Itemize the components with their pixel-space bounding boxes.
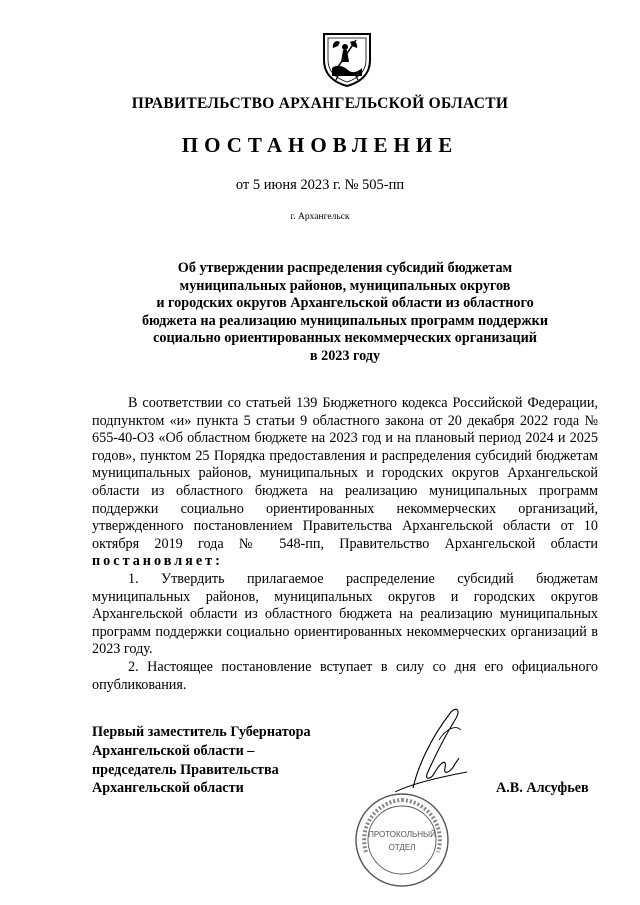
preamble-text: В соответствии со статьей 139 Бюджетного кодекса Российской Федерации, подпунктом «и» пункта 5 статьи 9 областного закона от 20 декабря 2022 года № 655-40-ОЗ «Об областном бюджете на 2023 год и на плановый период 2024 и 2025 годов», пунктом 25 Порядка предоставления и распределения субсидий бюджетам муниципальных районов, муниципальных и городских округов Архангельской области из областного бюджета на реализацию муниципальных программ поддержки социально ориентированных некоммерческих организаций, утвержденного постановлением Правительства Архангельской области от 10 октября 2019 года № 548-пп, Правительство Архангельской области (92, 395, 598, 552)
document-type: ПОСТАНОВЛЕНИЕ (181, 133, 459, 157)
document-body (92, 395, 598, 694)
preamble-paragraph (92, 395, 598, 571)
item-number: 1. (128, 570, 139, 587)
coat-of-arms-icon (318, 30, 376, 88)
title-line: Об утверждении распределения субсидий бюджетам (177, 260, 513, 276)
position-line: Архангельской области (92, 780, 244, 797)
signatory-position (92, 723, 311, 798)
title-line: в 2023 году (309, 347, 381, 364)
item-number: 2. (128, 658, 139, 675)
stamp-text-line-2: ОТДЕЛ (388, 843, 416, 852)
position-line: Первый заместитель Губернатора (92, 724, 311, 740)
decrees-word: постановляет (92, 553, 216, 570)
stamp-text-line-1: ПРОТОКОЛЬНЫЙ (368, 830, 436, 839)
signatory-name: А.В. Алсуфьев (496, 780, 589, 796)
item-text: Настоящее постановление вступает в силу со дня его официального опубликования. (92, 658, 599, 693)
title-line: муниципальных районов, муниципальных округов (179, 277, 511, 294)
item-text: Утвердить прилагаемое распределение субсидий бюджетам муниципальных районов, муниципальных округов и городских округов Архангельской области из областного бюджета на реализацию муниципальных программ поддержки социально ориентированных некоммерческих организаций в 2023 году. (92, 570, 599, 658)
position-line: Архангельской области – (92, 742, 255, 759)
official-stamp (352, 790, 452, 890)
document-title (100, 260, 590, 365)
government-name: ПРАВИТЕЛЬСТВО АРХАНГЕЛЬСКОЙ ОБЛАСТИ (131, 95, 509, 112)
document-city: г. Архангельск (290, 212, 350, 222)
decree-item-2 (92, 659, 598, 694)
decrees-colon: : (215, 553, 223, 570)
decree-item-1 (92, 571, 598, 659)
title-line: социально ориентированных некоммерческих организаций (153, 330, 537, 346)
title-line: и городских округов Архангельской области из областного (156, 295, 534, 311)
position-line: председатель Правительства (92, 761, 279, 778)
document-date-number: от 5 июня 2023 г. № 505-пп (235, 177, 405, 193)
title-line: бюджета на реализацию муниципальных программ поддержки (141, 312, 549, 329)
